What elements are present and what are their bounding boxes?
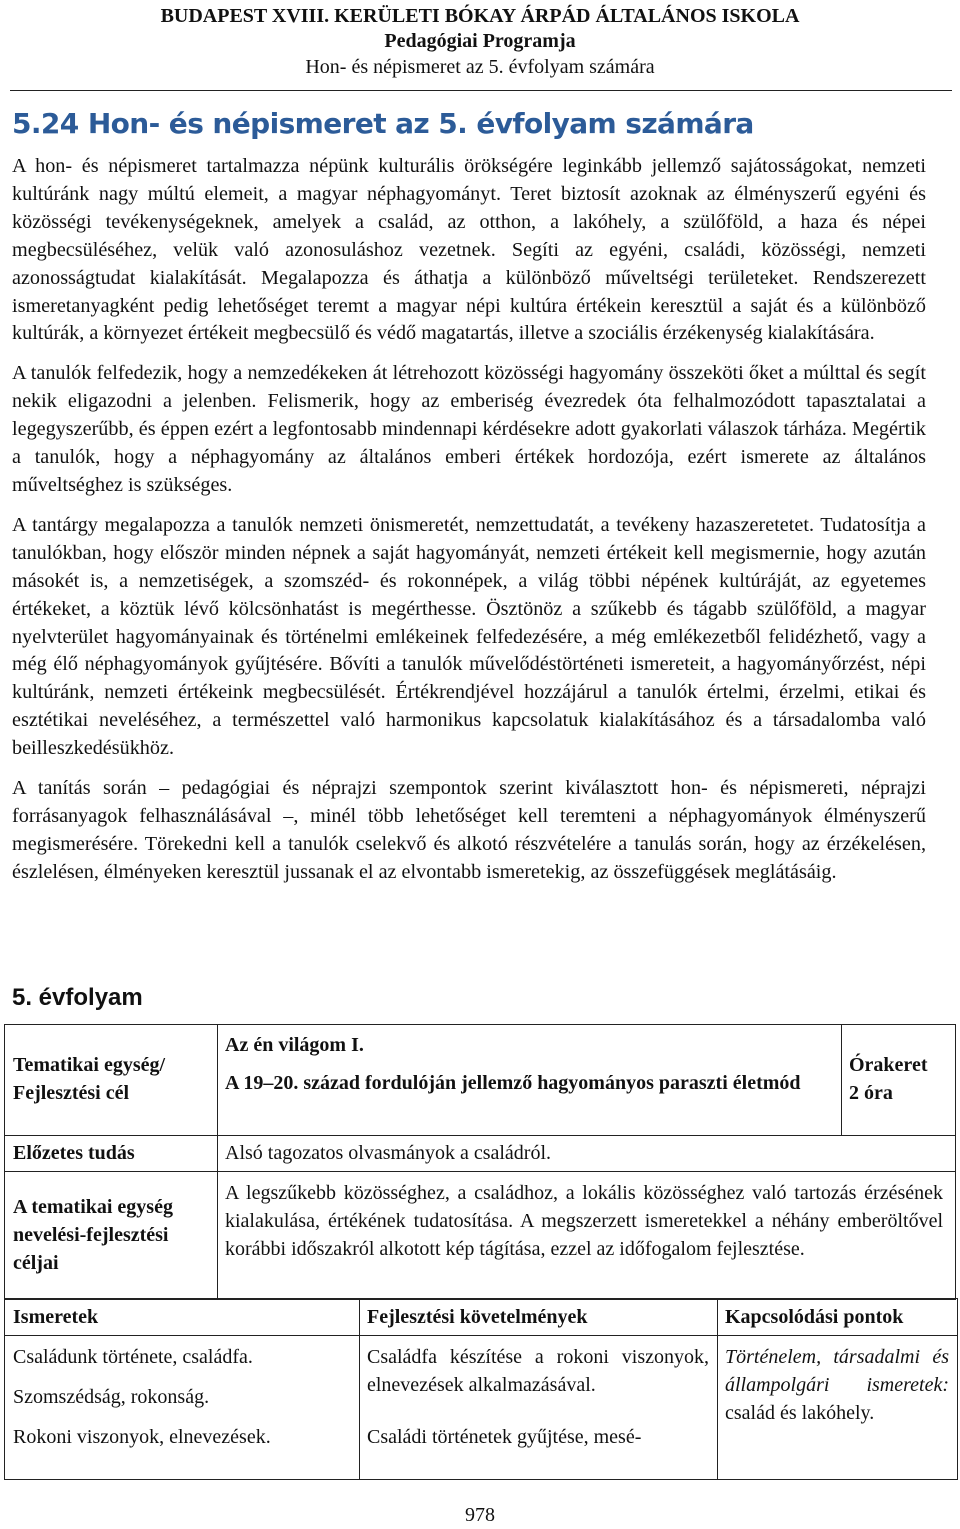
program-name: Pedagógiai Programja: [384, 30, 576, 52]
paragraph: A tantárgy megalapozza a tanulók nemzeti önismeretét, nemzettudatát, a tevékeny hazaszeretetet. Tudatosítja a tanulókban, hogy először minden népnek a saját hagyományát, nemzeti értékeit kell megismernie, hogy azután másokét is, a nemzetiségek, a szomszéd- és rokonnépek, a világ többi népének kultúráját, az egyetemes értékeket, a köztük lévő kölcsönhatást is megérthesse. Ösztönöz a szűkebb és tágabb szülőföld, a magyar nyelvterület hagyományainak és történelmi emlékeinek felfedezésére, a még emlékezetből felidézhető, vagy a még élő néphagyományok gyűjtésére. Bővíti a tanulók művelődéstörténeti ismereteit, a hagyományőrzést, népi kultúránk, nemzeti értékeink megbecsülését. Értékrendjével hozzájárul a tanulók értelmi, érzelmi, etikai és esztétikai neveléséhez, a természettel való harmonikus kapcsolatuk kialakításához és a társadalomba való beilleszkedésükhöz.: [12, 513, 926, 760]
knowledge-item: Családunk története, családfa.: [13, 1346, 253, 1368]
knowledge-cell: [5, 1339, 359, 1455]
links-cell: [717, 1339, 957, 1431]
unit-label: Tematikai egység/ Fejlesztési cél: [13, 1054, 166, 1104]
page-header: [0, 4, 960, 80]
section-title: 5.24 Hon- és népismeret az 5. évfolyam számára: [12, 107, 754, 140]
paragraph: A hon- és népismeret tartalmazza népünk kulturális örökségére leginkább jellemző sajátosságokat, nemzeti kultúránk nagy múltú elemeit, a magyar néphagyományt. Teret biztosít azoknak az élményszerű egyéni és közösségi tevékenységeknek, amelyek a család, az otthon, a lakóhely, a szülőföld, a haza és népei megbecsüléséhez, velük való azonosuláshoz vezetnek. Segíti az egyéni, családi, közösségi, nemzeti azonosságtudat kialakítását. Megalapozza és áthatja a különböző műveltségi területeket. Rendszerezett ismeretanyagként pedig lehetőséget teremt a magyar népi kultúra értékein keresztül a saját és a különböző kultúrák, a környezet értékeit megbecsülő és védő magatartás, illetve a szociális érzékenység kialakítására.: [12, 155, 926, 345]
knowledge-item: Rokoni viszonyok, elnevezések.: [13, 1426, 271, 1448]
goals-value: A legszűkebb közösséghez, a családhoz, a lokális közösséghez való tartozás érzésének kialakulása, értékének tudatosítása. A megszerzett ismeretekkel a néhány emberöltővel korábbi időszakról alkotott kép tágítása, ezzel az időfogalom fejlesztése.: [225, 1182, 943, 1260]
hours-value: 2 óra: [849, 1082, 893, 1104]
unit-name: Az én világom I.: [225, 1034, 364, 1056]
links-detail: család és lakóhely.: [725, 1402, 875, 1424]
prior-value: Alsó tagozatos olvasmányok a családról.: [225, 1142, 552, 1164]
subject-name: Hon- és népismeret az 5. évfolyam számára: [305, 56, 655, 78]
unit-table: [4, 1024, 956, 1300]
knowledge-item: Szomszédság, rokonság.: [13, 1386, 210, 1408]
requirement-item: Családi történetek gyűjtése, mesé-: [367, 1426, 642, 1448]
requirements-cell: [359, 1339, 717, 1455]
requirement-item: Családfa készítése a rokoni viszonyok, elnevezések alkalmazásával.: [367, 1346, 709, 1396]
header-divider: [10, 90, 952, 91]
page-number: 978: [465, 1504, 495, 1526]
col-header-requirements: Fejlesztési követelmények: [367, 1306, 588, 1328]
school-name: BUDAPEST XVIII. KERÜLETI BÓKAY ÁRPÁD ÁLTALÁNOS ISKOLA: [160, 5, 800, 27]
unit-subtitle: A 19–20. század fordulóján jellemző hagyományos paraszti életmód: [225, 1072, 801, 1094]
body-text: [12, 153, 926, 899]
prior-label: Előzetes tudás: [13, 1142, 135, 1164]
goals-label: A tematikai egység nevelési-fejlesztési céljai: [13, 1196, 173, 1274]
links-subject: Történelem, társadalmi és állampolgári ismeretek:: [725, 1346, 949, 1396]
unit-title: [217, 1027, 839, 1101]
col-header-links: Kapcsolódási pontok: [725, 1306, 904, 1328]
paragraph: A tanítás során – pedagógiai és néprajzi szempontok szerint kiválasztott hon- és népismereti, néprajzi forrásanyagok felhasználásával –, minél több lehetőséget kell teremteni a néphagyományok élményszerű megismerésére. Törekedni kell a tanulók cselekvő és alkotó részvételére a tanulás során, hogy az érzékelésen, észlelésen, élményeken keresztül jussanak el az elvontabb ismeretekig, az összefüggések meglátásáig.: [12, 777, 926, 883]
hours-label: Órakeret: [849, 1054, 928, 1076]
content-table: [4, 1298, 958, 1480]
col-header-knowledge: Ismeretek: [13, 1306, 99, 1328]
hours: [841, 1047, 955, 1111]
paragraph: A tanulók felfedezik, hogy a nemzedékeken át létrehozott közösségi hagyomány összeköti őket a múlttal és segít nekik eligazodni a jelenben. Felismerik, hogy az emberiség évezredek óta felhalmozódott tapasztalatai a legegyszerűbb, és éppen ezért a legfontosabb mindennapi kérdésekre adott gyakorlati válaszok tárháza. Megértik a tanulók, hogy a néphagyomány az általános emberi értékek hordozója, ezért ismerete az általános műveltséghez is szükséges.: [12, 362, 926, 496]
grade-title: 5. évfolyam: [12, 984, 143, 1011]
